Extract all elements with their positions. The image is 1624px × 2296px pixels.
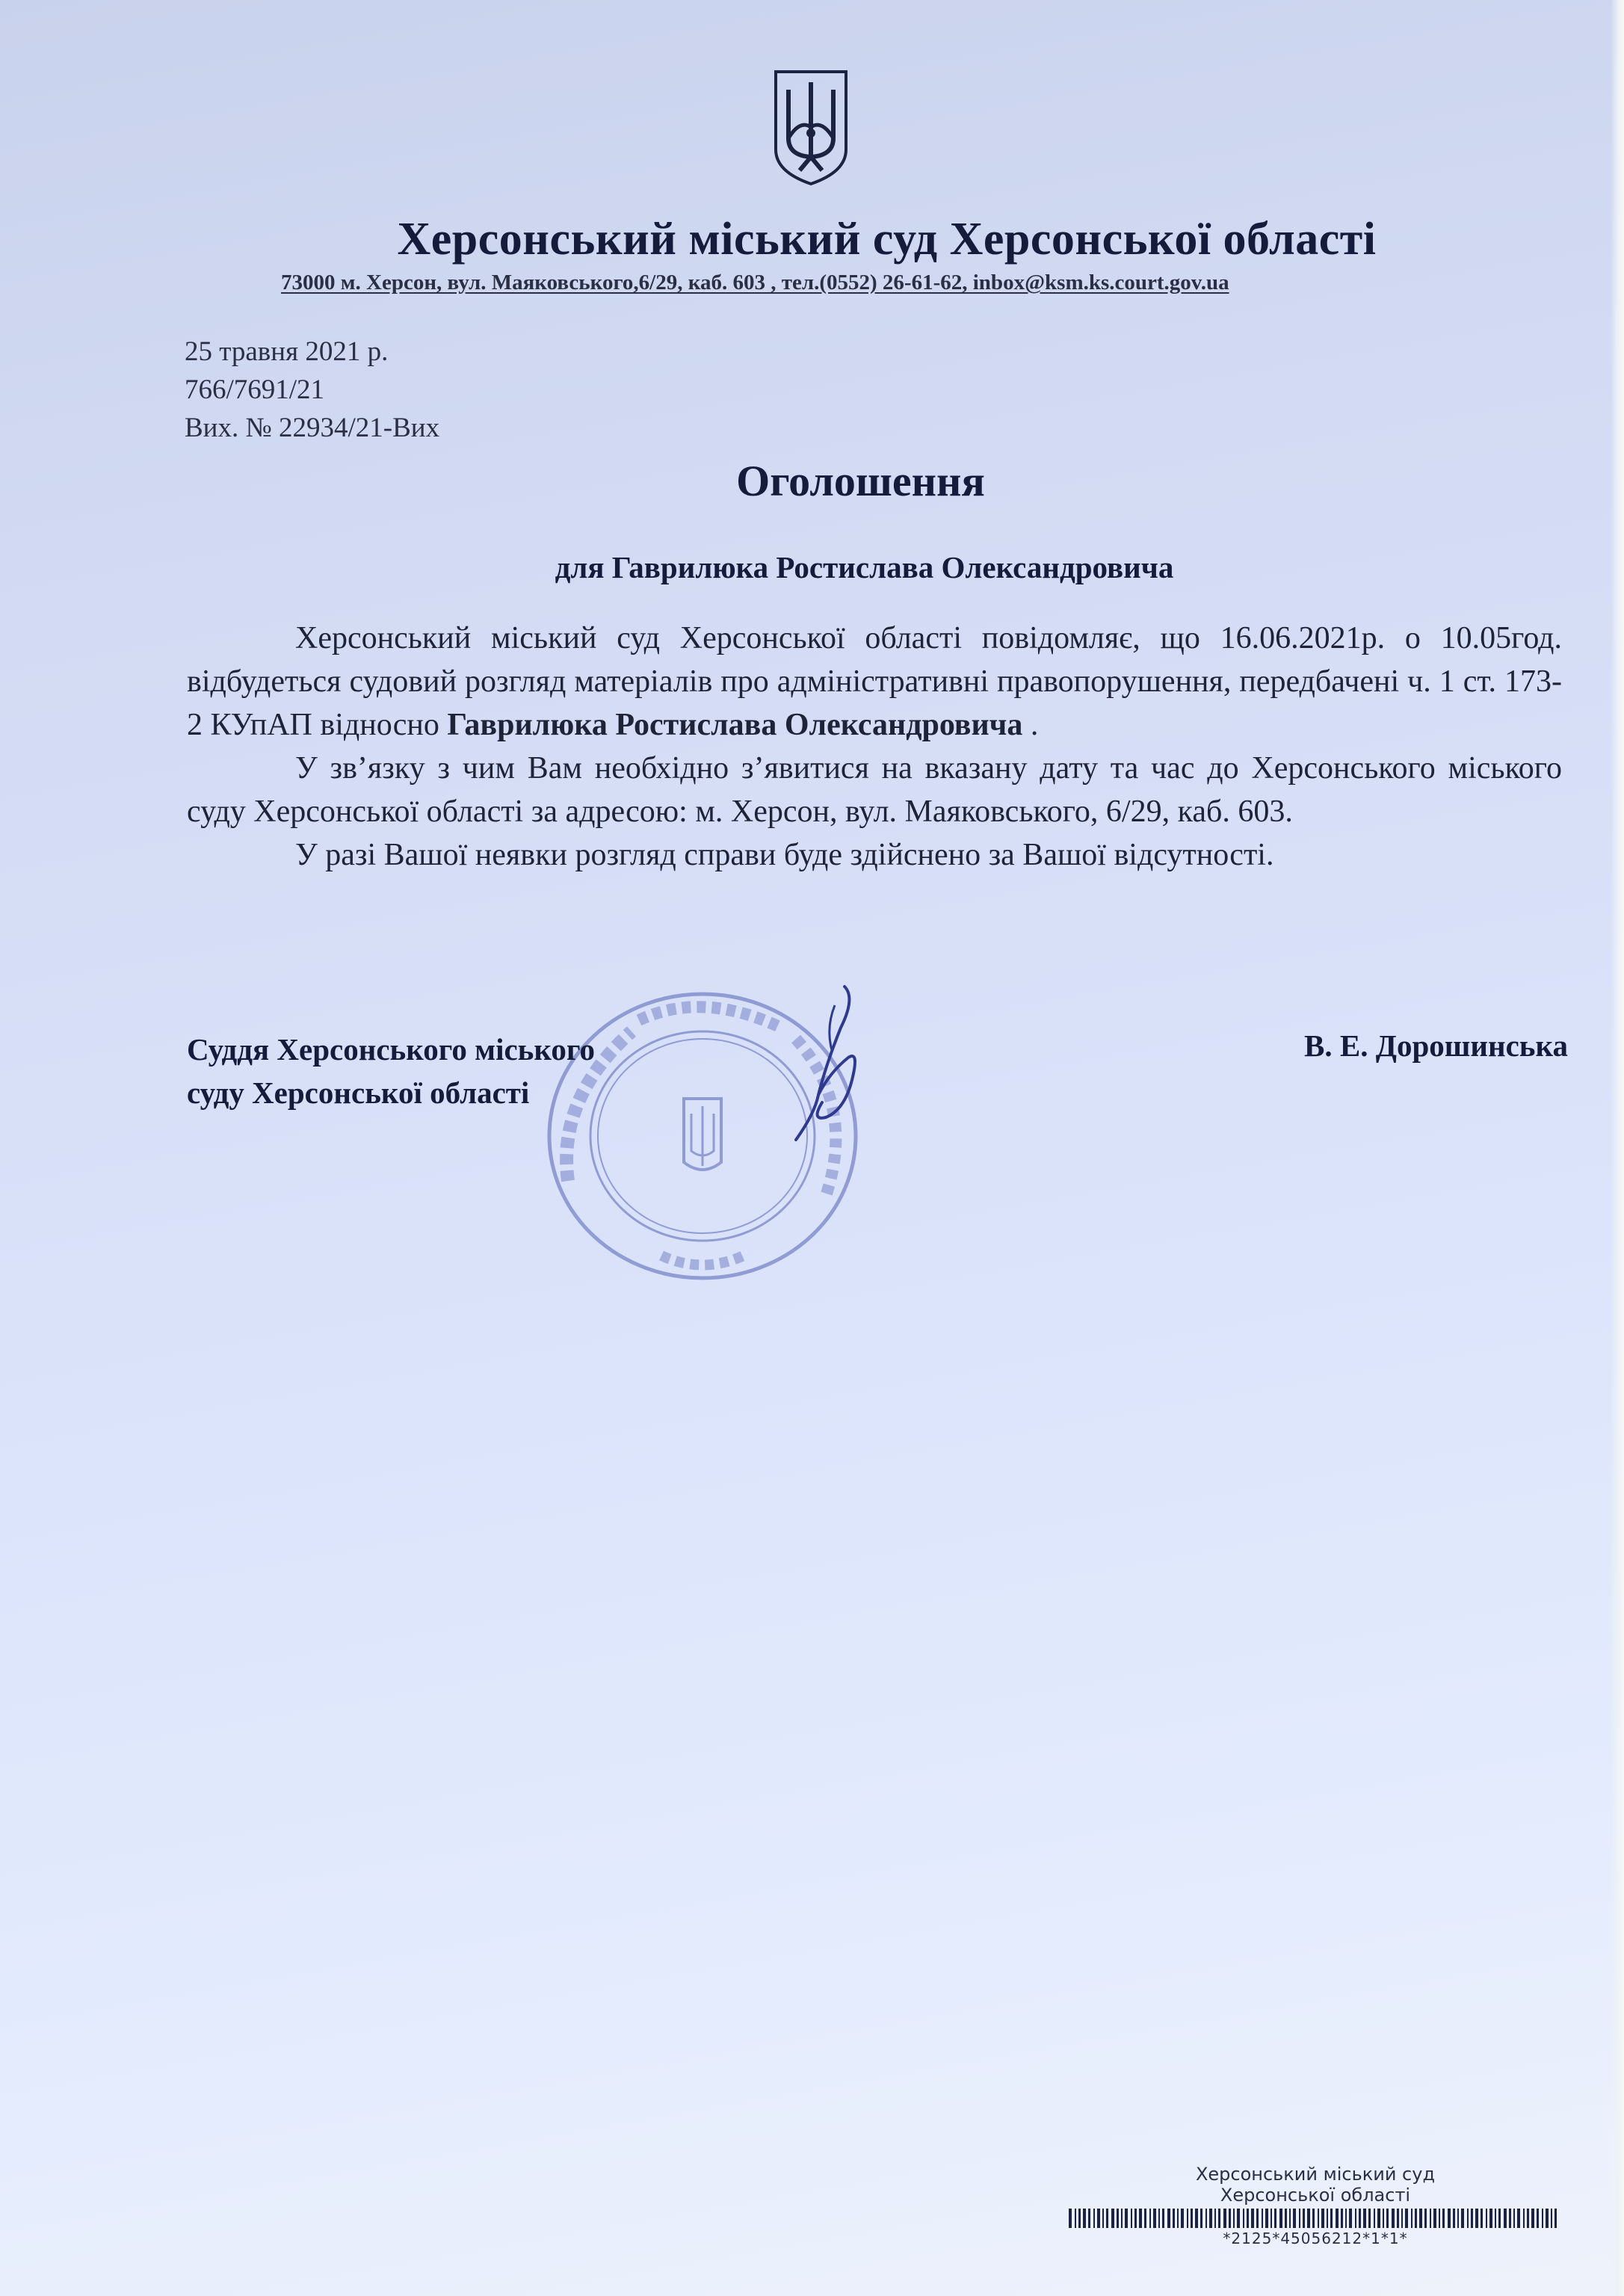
document-title: Оголошення bbox=[736, 457, 985, 505]
barcode-bar bbox=[1415, 2209, 1417, 2228]
barcode-bar bbox=[1504, 2209, 1507, 2228]
barcode-bar bbox=[1509, 2209, 1511, 2228]
barcode-bar bbox=[1433, 2209, 1436, 2228]
barcode-bar bbox=[1265, 2209, 1268, 2228]
barcode-bar bbox=[1542, 2209, 1543, 2228]
barcode-bar bbox=[1195, 2209, 1198, 2228]
barcode-bar bbox=[1158, 2209, 1160, 2228]
footer-registration bbox=[1061, 2164, 1569, 2247]
barcode-bar bbox=[1218, 2209, 1220, 2228]
barcode-bar bbox=[1093, 2209, 1095, 2228]
barcode-bar bbox=[1106, 2209, 1108, 2228]
barcode-bar bbox=[1251, 2209, 1254, 2228]
barcode-bar bbox=[1554, 2209, 1557, 2228]
paragraph-2: У зв’язку з чим Вам необхідно з’явитися на вказану дату та час до Херсонського міського суду Херсонської області за адресою: м. Херсон, вул. Маяковського, 6/29, каб. 603. bbox=[187, 751, 1562, 829]
barcode-bar bbox=[1377, 2209, 1380, 2228]
barcode-bar bbox=[1125, 2209, 1128, 2228]
barcode-bar bbox=[1162, 2209, 1164, 2228]
footer-court-line-1: Херсонський міський суд bbox=[1195, 2164, 1436, 2185]
barcode-bar bbox=[1181, 2209, 1184, 2228]
barcode-bar bbox=[1401, 2209, 1403, 2228]
barcode-bar bbox=[1411, 2209, 1412, 2228]
barcode-bar bbox=[1327, 2209, 1328, 2228]
barcode-bar bbox=[1187, 2209, 1188, 2228]
paragraph-1-end: . bbox=[1022, 708, 1039, 742]
barcode-bar bbox=[1285, 2209, 1287, 2228]
barcode-bar bbox=[1442, 2209, 1445, 2228]
barcode-bar bbox=[1303, 2209, 1305, 2228]
paragraph-1-text: Херсонський міський суд Херсонської області повідомляє, що 16.06.2021р. о 10.05год. відбудеться судовий розгляд матеріалів про адміністративні правопорушення, передбачені ч. 1 ст. 173-2 КУпАП відносно bbox=[187, 621, 1562, 742]
barcode-bar bbox=[1363, 2209, 1366, 2228]
trident-icon bbox=[770, 67, 852, 187]
barcode-bar bbox=[1078, 2209, 1081, 2228]
barcode-bar bbox=[1153, 2209, 1156, 2228]
announcement-body bbox=[187, 617, 1562, 877]
barcode-bar bbox=[1330, 2209, 1333, 2228]
barcode-bar bbox=[1144, 2209, 1146, 2228]
barcode-bar bbox=[1475, 2209, 1478, 2228]
barcode-bar bbox=[1271, 2209, 1272, 2228]
barcode-bar bbox=[1405, 2209, 1408, 2228]
barcode-bar bbox=[1233, 2209, 1235, 2228]
barcode-bar bbox=[1392, 2209, 1395, 2228]
barcode-bar bbox=[1486, 2209, 1487, 2228]
barcode-bar bbox=[1448, 2209, 1451, 2228]
barcode-bar bbox=[1293, 2209, 1296, 2228]
barcode-bar bbox=[1513, 2209, 1515, 2228]
barcode-bar bbox=[1121, 2209, 1123, 2228]
barcode-bar bbox=[1461, 2209, 1464, 2228]
barcode-bar bbox=[1088, 2209, 1090, 2228]
barcode-bar bbox=[1457, 2209, 1459, 2228]
barcode-bar bbox=[1430, 2209, 1431, 2228]
paper-edge bbox=[1611, 0, 1624, 2296]
barcode-bar bbox=[1139, 2209, 1142, 2228]
barcode-bar bbox=[1229, 2209, 1231, 2228]
document-meta bbox=[185, 333, 439, 447]
barcode-bar bbox=[1495, 2209, 1496, 2228]
barcode-bar bbox=[1097, 2209, 1100, 2228]
barcode-bar bbox=[1167, 2209, 1170, 2228]
barcode-bar bbox=[1355, 2209, 1356, 2228]
barcode-bar bbox=[1527, 2209, 1529, 2228]
barcode-bar bbox=[1424, 2209, 1427, 2228]
case-number: 766/7691/21 bbox=[185, 374, 325, 405]
barcode-icon bbox=[1069, 2209, 1562, 2228]
barcode-bar bbox=[1274, 2209, 1276, 2228]
court-address: 73000 м. Херсон, вул. Маяковського,6/29, каб. 603 , тел.(0552) 26-61-62, inbox@ksm.ks.court.gov.ua bbox=[281, 271, 1229, 294]
barcode-bar bbox=[1517, 2209, 1520, 2228]
barcode-bar bbox=[1075, 2209, 1076, 2228]
barcode-bar bbox=[1359, 2209, 1361, 2228]
barcode-bar bbox=[1467, 2209, 1469, 2228]
barcode-bar bbox=[1214, 2209, 1216, 2228]
barcode-bar bbox=[1537, 2209, 1539, 2228]
barcode-bar bbox=[1262, 2209, 1263, 2228]
barcode-bar bbox=[1546, 2209, 1549, 2228]
barcode-bar bbox=[1498, 2209, 1501, 2228]
barcode-bar bbox=[1256, 2209, 1259, 2228]
barcode-bar bbox=[1299, 2209, 1300, 2228]
barcode-bar bbox=[1321, 2209, 1324, 2228]
outgoing-number: Вих. № 22934/21-Вих bbox=[185, 413, 440, 443]
barcode-bar bbox=[1149, 2209, 1151, 2228]
barcode-bar bbox=[1111, 2209, 1114, 2228]
barcode-bar bbox=[1307, 2209, 1310, 2228]
barcode-bar bbox=[1349, 2209, 1352, 2228]
judge-name: В. Е. Дорошинська bbox=[1304, 1028, 1568, 1063]
barcode-bar bbox=[1374, 2209, 1375, 2228]
barcode-bar bbox=[1383, 2209, 1384, 2228]
barcode-bar bbox=[1131, 2209, 1132, 2228]
barcode-bar bbox=[1102, 2209, 1104, 2228]
barcode-bar bbox=[1531, 2209, 1534, 2228]
addressee: для Гаврилюка Ростислава Олександровича bbox=[555, 550, 1174, 584]
barcode-bar bbox=[1177, 2209, 1179, 2228]
barcode-bar bbox=[1523, 2209, 1525, 2228]
barcode-bar bbox=[1191, 2209, 1193, 2228]
paragraph-1-name: Гаврилюка Ростислава Олександровича bbox=[447, 708, 1023, 742]
barcode-bar bbox=[1205, 2209, 1207, 2228]
barcode-bar bbox=[1069, 2209, 1072, 2228]
barcode-bar bbox=[1117, 2209, 1119, 2228]
barcode-bar bbox=[1247, 2209, 1249, 2228]
handwritten-signature bbox=[774, 983, 878, 1147]
barcode-number: *2125*45056212*1*1* bbox=[1223, 2229, 1408, 2247]
barcode-bar bbox=[1279, 2209, 1282, 2228]
judge-position bbox=[187, 1028, 595, 1114]
barcode-bar bbox=[1336, 2209, 1339, 2228]
judge-position-line-2: суду Херсонської області bbox=[187, 1076, 530, 1110]
barcode-bar bbox=[1083, 2209, 1086, 2228]
barcode-bar bbox=[1453, 2209, 1455, 2228]
paragraph-3: У разі Вашої неявки розгляд справи буде здійснено за Вашої відсутності. bbox=[295, 838, 1274, 872]
paragraph-1 bbox=[187, 617, 1562, 747]
barcode-bar bbox=[1397, 2209, 1399, 2228]
judge-position-line-1: Суддя Херсонського міського bbox=[187, 1032, 596, 1067]
court-name: Херсонський міський суд Херсонської області bbox=[397, 214, 1377, 265]
barcode-bar bbox=[1223, 2209, 1226, 2228]
barcode-bar bbox=[1551, 2209, 1552, 2228]
barcode-bar bbox=[1209, 2209, 1212, 2228]
barcode-bar bbox=[1345, 2209, 1347, 2228]
barcode-bar bbox=[1318, 2209, 1319, 2228]
barcode-bar bbox=[1386, 2209, 1389, 2228]
barcode-bar bbox=[1341, 2209, 1343, 2228]
barcode-bar bbox=[1200, 2209, 1202, 2228]
barcode-bar bbox=[1481, 2209, 1483, 2228]
barcode-bar bbox=[1368, 2209, 1371, 2228]
footer-court-line-2: Херсонської області bbox=[1220, 2185, 1411, 2206]
barcode-bar bbox=[1243, 2209, 1244, 2228]
barcode-bar bbox=[1237, 2209, 1240, 2228]
barcode-bar bbox=[1289, 2209, 1291, 2228]
barcode-bar bbox=[1439, 2209, 1440, 2228]
barcode-bar bbox=[1419, 2209, 1422, 2228]
document-date: 25 травня 2021 р. bbox=[185, 336, 389, 367]
barcode-bar bbox=[1471, 2209, 1473, 2228]
barcode-bar bbox=[1489, 2209, 1492, 2228]
barcode-bar bbox=[1312, 2209, 1315, 2228]
barcode-bar bbox=[1173, 2209, 1175, 2228]
barcode-bar bbox=[1134, 2209, 1137, 2228]
